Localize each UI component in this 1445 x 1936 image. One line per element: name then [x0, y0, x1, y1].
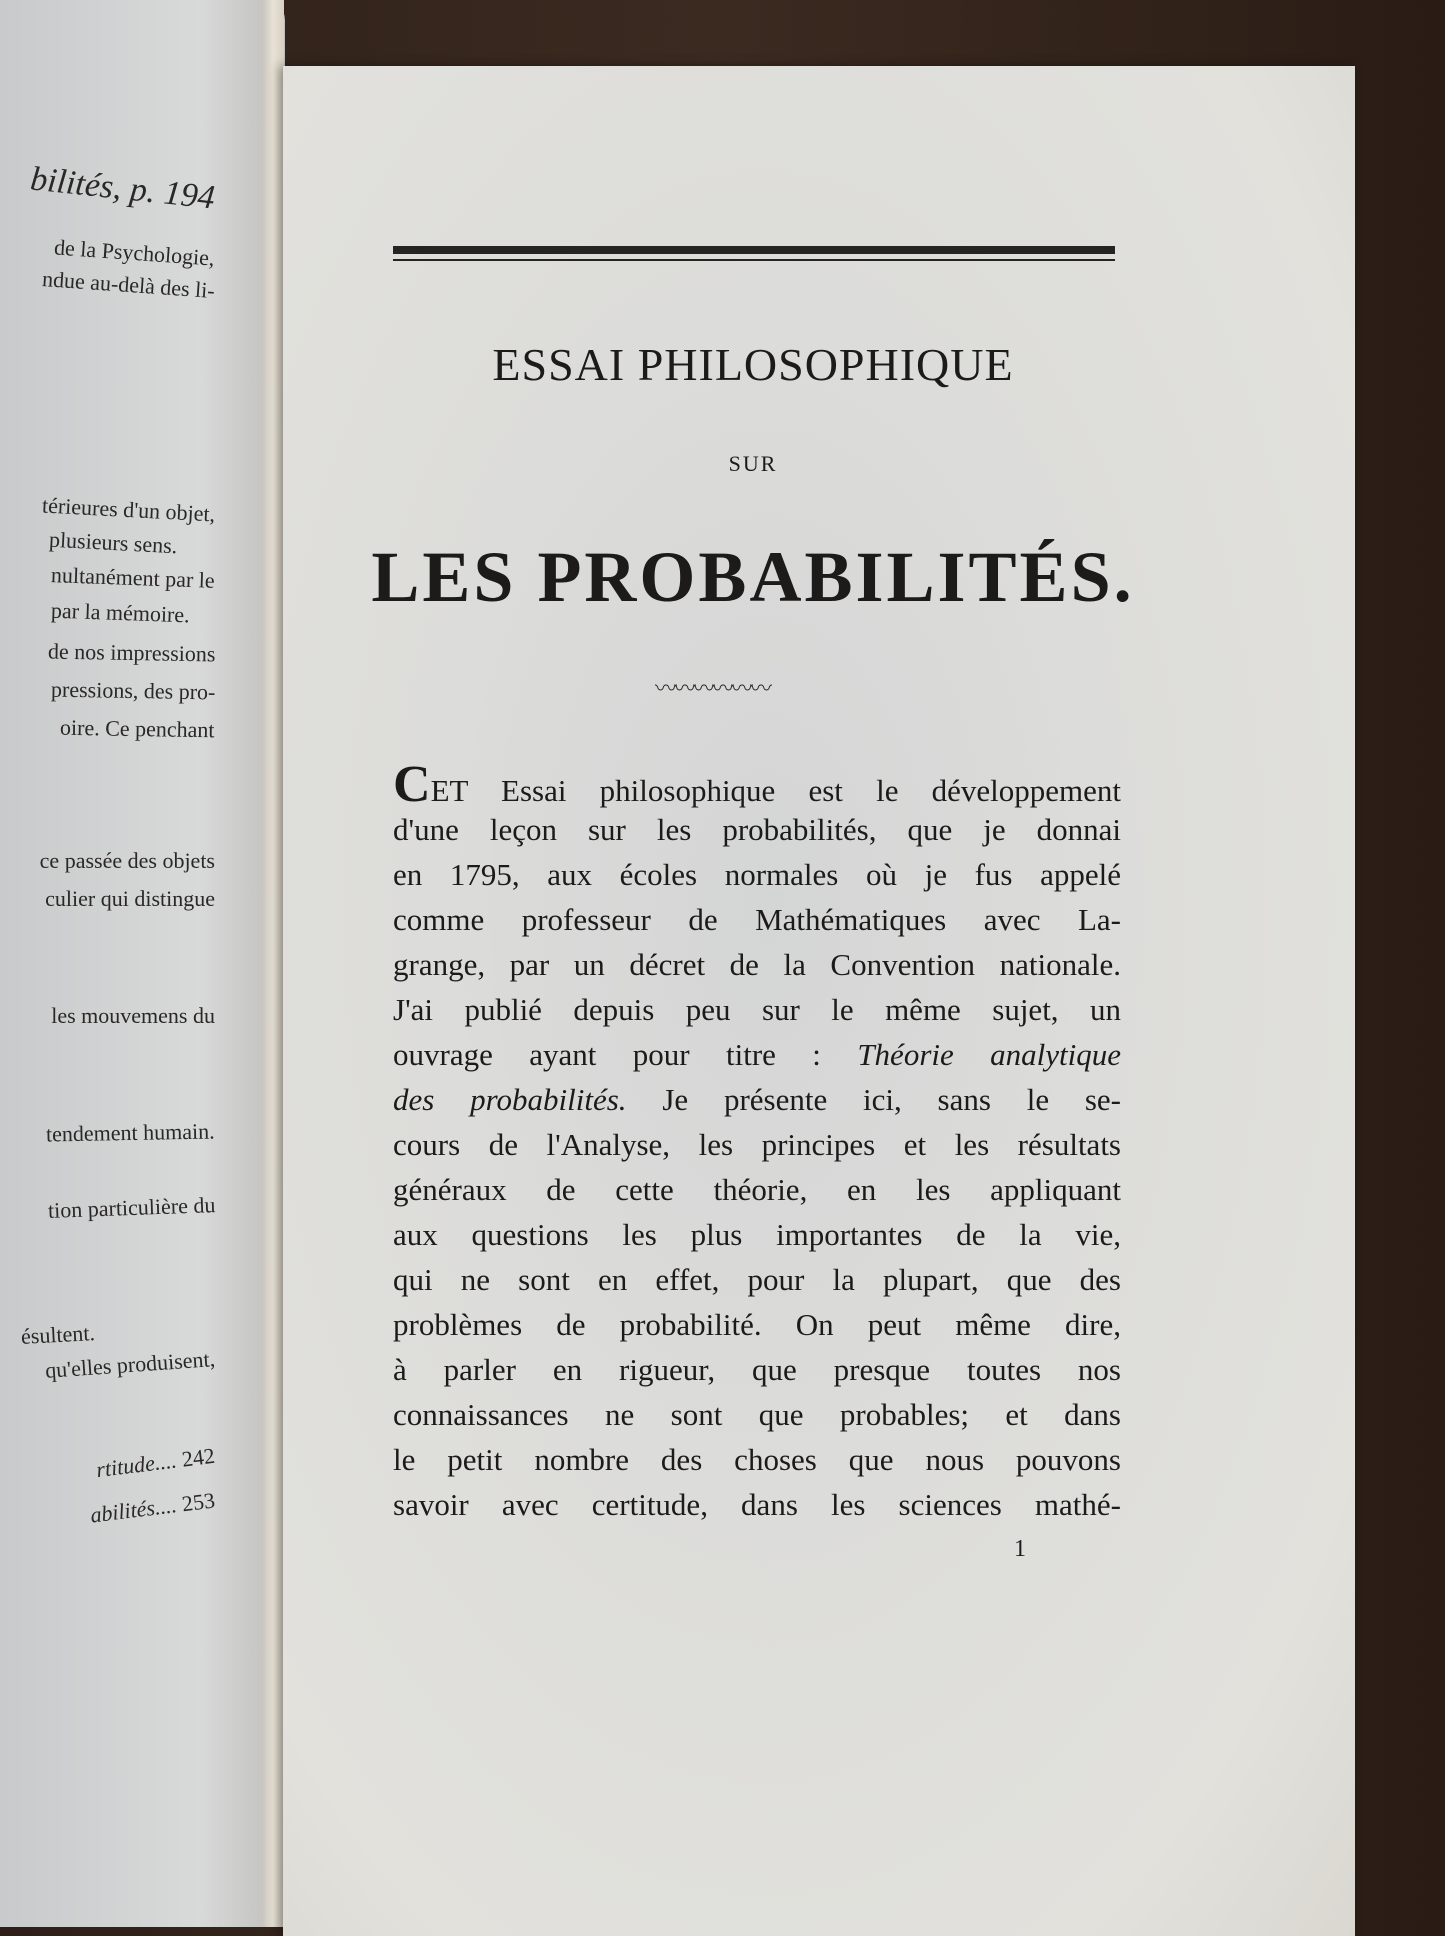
- left-text-line: les mouvemens du: [51, 1003, 215, 1028]
- left-text-line: de la Psychologie,: [53, 234, 216, 271]
- text-line: J'ai publié depuis peu sur le même sujet, un: [393, 992, 1121, 1027]
- left-text-line: térieures d'un objet,: [41, 492, 216, 527]
- left-text-line: tendement humain.: [46, 1118, 216, 1147]
- left-running-header: bilités, p. 194: [28, 160, 217, 217]
- title: ESSAI PHILOSOPHIQUE: [492, 339, 1014, 390]
- text-line: d'une leçon sur les probabilités, que je donnai: [393, 812, 1121, 847]
- page-edge: [262, 0, 284, 1927]
- toc-entry: [89, 1487, 217, 1528]
- right-page: [283, 66, 1355, 1936]
- text-line: cours de l'Analyse, les principes et les résultats: [393, 1127, 1121, 1162]
- text-line: qui ne sont en effet, pour la plupart, que des: [393, 1262, 1121, 1297]
- text-line: comme professeur de Mathématiques avec La-: [393, 902, 1121, 937]
- text-line: connaissances ne sont que probables; et dans: [393, 1397, 1121, 1432]
- left-text-line: ce passée des objets: [39, 848, 215, 873]
- ornament-divider: 〰〰〰〰〰〰: [655, 676, 770, 701]
- left-text-line: culier qui distingue: [45, 886, 215, 911]
- text-line: problèmes de probabilité. On peut même dire,: [393, 1307, 1121, 1342]
- left-text-line: pressions, des pro-: [50, 676, 216, 705]
- left-text-line: de nos impressions: [47, 638, 216, 667]
- toc-page: 242: [180, 1442, 217, 1472]
- left-text-line: nultanément par le: [50, 562, 216, 593]
- text-line: le petit nombre des choses que nous pouvons: [393, 1442, 1121, 1477]
- text-line: [393, 1032, 1121, 1077]
- book-title: des probabilités.: [393, 1082, 627, 1117]
- text-span: ET Essai philosophique est le développement: [430, 773, 1121, 808]
- text-line: aux questions les plus importantes de la vie,: [393, 1217, 1121, 1252]
- left-page: [0, 0, 285, 1927]
- toc-page: 253: [180, 1487, 216, 1517]
- text-line: grange, par un décret de la Convention nationale.: [393, 947, 1121, 982]
- top-rule-thin: [393, 259, 1115, 261]
- text-line: [393, 1077, 1121, 1122]
- left-text-line: par la mémoire.: [50, 597, 191, 628]
- text-line: à parler en rigueur, que presque toutes nos: [393, 1352, 1121, 1387]
- text-line: généraux de cette théorie, en les appliquant: [393, 1172, 1121, 1207]
- toc-label: rtitude....: [94, 1447, 178, 1483]
- page-number: 1: [1014, 1536, 1026, 1562]
- book-title: Théorie analytique: [857, 1037, 1121, 1072]
- text-line: en 1795, aux écoles normales où je fus appelé: [393, 857, 1121, 892]
- text-span: Je présente ici, sans le se-: [662, 1082, 1122, 1117]
- left-text-line: tion particulière du: [47, 1192, 216, 1223]
- left-text-line: ndue au-delà des li-: [41, 266, 216, 304]
- toc-entry: [95, 1443, 216, 1483]
- left-text-line: qu'elles produisent,: [44, 1346, 216, 1383]
- left-text-line: oire. Ce penchant: [60, 714, 216, 743]
- text-line: savoir avec certitude, dans les sciences mathé-: [393, 1487, 1121, 1522]
- left-text-line: ésultent.: [20, 1320, 96, 1349]
- main-title: LES PROBABILITÉS.: [371, 537, 1135, 617]
- toc-label: abilités....: [88, 1492, 178, 1528]
- text-span: ouvrage ayant pour titre :: [393, 1037, 821, 1072]
- text-line: [393, 756, 1121, 813]
- left-text-line: plusieurs sens.: [48, 526, 178, 559]
- subtitle: SUR: [728, 451, 778, 476]
- top-rule: [393, 246, 1115, 254]
- body-text: [393, 756, 1122, 1527]
- drop-cap: C: [393, 756, 431, 813]
